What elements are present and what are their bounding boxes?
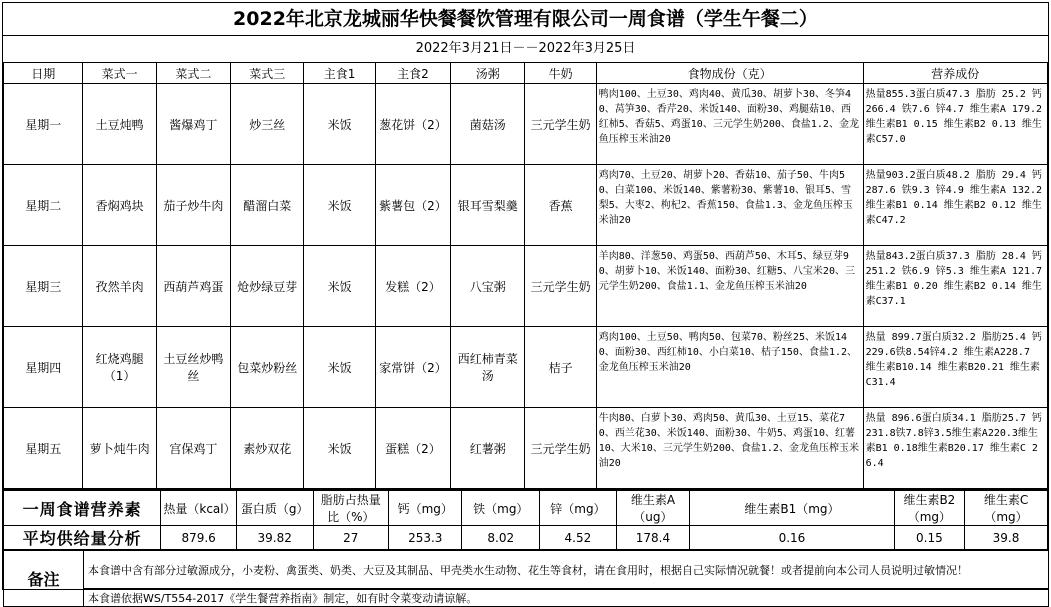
header-row <box>4 63 1048 84</box>
summary-header: 蛋白质（g） <box>236 490 313 526</box>
header-date: 日期 <box>4 63 83 84</box>
summary-value: 4.52 <box>540 526 617 550</box>
soup-cell: 菌菇汤 <box>451 84 525 165</box>
nutrition-cell: 热量 899.7蛋白质32.2 脂肪25.4 钙229.6铁8.54锌4.2 维生素A228.7 维生素B10.14 维生素B20.21 维生素C31.4 <box>863 327 1047 408</box>
header-nutrition: 营养成份 <box>863 63 1047 84</box>
header-staple2: 主食2 <box>375 63 450 84</box>
staple2-cell: 葱花饼（2） <box>375 84 450 165</box>
nutrition-summary-table <box>3 489 1048 550</box>
ingredients-cell: 鸭肉100、土豆30、鸡肉40、黄瓜30、胡萝卜30、冬笋40、莴笋30、香芹20、米饭140、面粉30、鸡腿菇10、西红柿5、香菇5、鸡蛋10、三元学生奶200、食盐1.2、金龙鱼压榨玉米油20 <box>596 84 863 165</box>
notes-allergen: 本食谱中含有部分过敏源成分，小麦粉、禽蛋类、奶类、大豆及其制品、甲壳类水生动物、花生等食材，请在食用时，根据自己实际情况就餐！或者提前向本公司人员说明过敏情况！ <box>84 551 1049 589</box>
day-label: 星期五 <box>4 408 83 489</box>
day-label: 星期二 <box>4 165 83 246</box>
summary-value: 879.6 <box>161 526 237 550</box>
summary-value: 27 <box>313 526 389 550</box>
summary-value: 0.15 <box>894 526 964 550</box>
milk-cell: 香蕉 <box>525 165 596 246</box>
dish2-cell: 西葫芦鸡蛋 <box>156 246 230 327</box>
summary-value: 0.16 <box>690 526 895 550</box>
table-row <box>4 84 1048 165</box>
table-row <box>4 165 1048 246</box>
soup-cell: 银耳雪梨羹 <box>451 165 525 246</box>
summary-header: 维生素B2（mg） <box>894 490 964 526</box>
summary-label: 一周食谱营养素 <box>4 490 161 526</box>
table-row <box>4 408 1048 489</box>
dish3-cell: 醋溜白菜 <box>231 165 304 246</box>
header-soup: 汤粥 <box>451 63 525 84</box>
dish2-cell: 酱爆鸡丁 <box>156 84 230 165</box>
nutrition-cell: 热量903.2蛋白质48.2 脂肪 29.4 钙 287.6 铁9.3 锌4.9 维生素A 132.2 维生素B1 0.14 维生素B2 0.12 维生素C47.2 <box>863 165 1047 246</box>
nutrition-cell: 热量855.3蛋白质47.3 脂肪 25.2 钙 266.4 铁7.6 锌4.7 维生素A 179.2 维生素B1 0.15 维生素B2 0.13 维生素C57.0 <box>863 84 1047 165</box>
dish3-cell: 素炒双花 <box>231 408 304 489</box>
nutrition-cell: 热量 896.6蛋白质34.1 脂肪25.7 钙231.8铁7.8锌3.5维生素A220.3维生素B1 0.18维生素B20.17 维生素C 26.4 <box>863 408 1047 489</box>
ingredients-cell: 鸡肉70、土豆20、胡萝卜20、香菇10、茄子50、牛肉50、白菜100、米饭140、紫薯粉30、紫薯10、银耳5、雪梨5、大枣2、枸杞2、香蕉150、食盐1.3、金龙鱼压榨玉米油20 <box>596 165 863 246</box>
summary-value: 178.4 <box>616 526 689 550</box>
staple1-cell: 米饭 <box>304 408 375 489</box>
summary-header: 维生素B1（mg） <box>690 490 895 526</box>
weekly-menu-table <box>3 63 1048 489</box>
summary-header: 铁（mg） <box>462 490 540 526</box>
day-label: 星期四 <box>4 327 83 408</box>
staple2-cell: 紫薯包（2） <box>375 165 450 246</box>
dish3-cell: 炝炒绿豆芽 <box>231 246 304 327</box>
dish2-cell: 茄子炒牛肉 <box>156 165 230 246</box>
dish1-cell: 红烧鸡腿（1） <box>83 327 156 408</box>
notes-standard: 本食谱依据WS/T554-2017《学生餐营养指南》制定，如有时令菜变动请谅解。 <box>84 589 1049 607</box>
menu-sheet <box>2 2 1049 605</box>
summary-value: 253.3 <box>389 526 462 550</box>
day-label: 星期三 <box>4 246 83 327</box>
ingredients-cell: 鸡肉100、土豆50、鸭肉50、包菜70、粉丝25、米饭140、面粉30、西红柿10、小白菜10、桔子150、食盐1.2、金龙鱼压榨玉米油20 <box>596 327 863 408</box>
staple1-cell: 米饭 <box>304 327 375 408</box>
header-milk: 牛奶 <box>525 63 596 84</box>
milk-cell: 三元学生奶 <box>525 246 596 327</box>
dish2-cell: 宫保鸡丁 <box>156 408 230 489</box>
notes-label: 备注 <box>4 551 84 607</box>
nutrition-cell: 热量843.2蛋白质37.3 脂肪 28.4 钙 251.2 铁6.9 锌5.3 维生素A 121.7 维生素B1 0.20 维生素B2 0.14 维生素C37.1 <box>863 246 1047 327</box>
dish3-cell: 炒三丝 <box>231 84 304 165</box>
header-ingredients: 食物成份（克） <box>596 63 863 84</box>
staple1-cell: 米饭 <box>304 165 375 246</box>
soup-cell: 西红柿青菜汤 <box>451 327 525 408</box>
summary-value: 8.02 <box>462 526 540 550</box>
milk-cell: 三元学生奶 <box>525 408 596 489</box>
table-row <box>4 327 1048 408</box>
summary-value: 39.82 <box>236 526 313 550</box>
dish1-cell: 萝卜炖牛肉 <box>83 408 156 489</box>
header-staple1: 主食1 <box>304 63 375 84</box>
ingredients-cell: 羊肉80、洋葱50、鸡蛋50、西葫芦50、木耳5、绿豆芽90、胡萝卜10、米饭140、面粉30、红糖5、八宝米20、三元学生奶200、食盐1.1、金龙鱼压榨玉米油20 <box>596 246 863 327</box>
dish2-cell: 土豆丝炒鸭丝 <box>156 327 230 408</box>
date-range: 2022年3月21日－－2022年3月25日 <box>3 36 1048 63</box>
soup-cell: 红薯粥 <box>451 408 525 489</box>
ingredients-cell: 牛肉80、白萝卜30、鸡肉50、黄瓜30、土豆15、菜花70、西兰花30、米饭140、面粉30、牛奶5、鸡蛋10、红薯10、大米10、三元学生奶200、食盐1.2、金龙鱼压榨玉米油20 <box>596 408 863 489</box>
header-dish3: 菜式三 <box>231 63 304 84</box>
notes-table <box>3 550 1049 607</box>
page-title: 2022年北京龙城丽华快餐餐饮管理有限公司一周食谱（学生午餐二） <box>3 3 1048 36</box>
summary-header: 锌（mg） <box>540 490 617 526</box>
staple2-cell: 蛋糕（2） <box>375 408 450 489</box>
dish1-cell: 土豆炖鸭 <box>83 84 156 165</box>
header-dish2: 菜式二 <box>156 63 230 84</box>
staple2-cell: 发糕（2） <box>375 246 450 327</box>
summary-header: 热量（kcal） <box>161 490 237 526</box>
dish1-cell: 香焖鸡块 <box>83 165 156 246</box>
staple1-cell: 米饭 <box>304 84 375 165</box>
summary-header: 维生素C（mg） <box>965 490 1048 526</box>
summary-header-row <box>4 490 1048 526</box>
staple2-cell: 家常饼（2） <box>375 327 450 408</box>
summary-value-row <box>4 526 1048 550</box>
summary-value: 39.8 <box>965 526 1048 550</box>
dish1-cell: 孜然羊肉 <box>83 246 156 327</box>
summary-label: 平均供给量分析 <box>4 526 161 550</box>
summary-header: 脂肪占热量比（%） <box>313 490 389 526</box>
table-row <box>4 246 1048 327</box>
dish3-cell: 包菜炒粉丝 <box>231 327 304 408</box>
staple1-cell: 米饭 <box>304 246 375 327</box>
header-dish1: 菜式一 <box>83 63 156 84</box>
summary-header: 维生素A（ug） <box>616 490 689 526</box>
soup-cell: 八宝粥 <box>451 246 525 327</box>
day-label: 星期一 <box>4 84 83 165</box>
milk-cell: 三元学生奶 <box>525 84 596 165</box>
summary-header: 钙（mg） <box>389 490 462 526</box>
milk-cell: 桔子 <box>525 327 596 408</box>
